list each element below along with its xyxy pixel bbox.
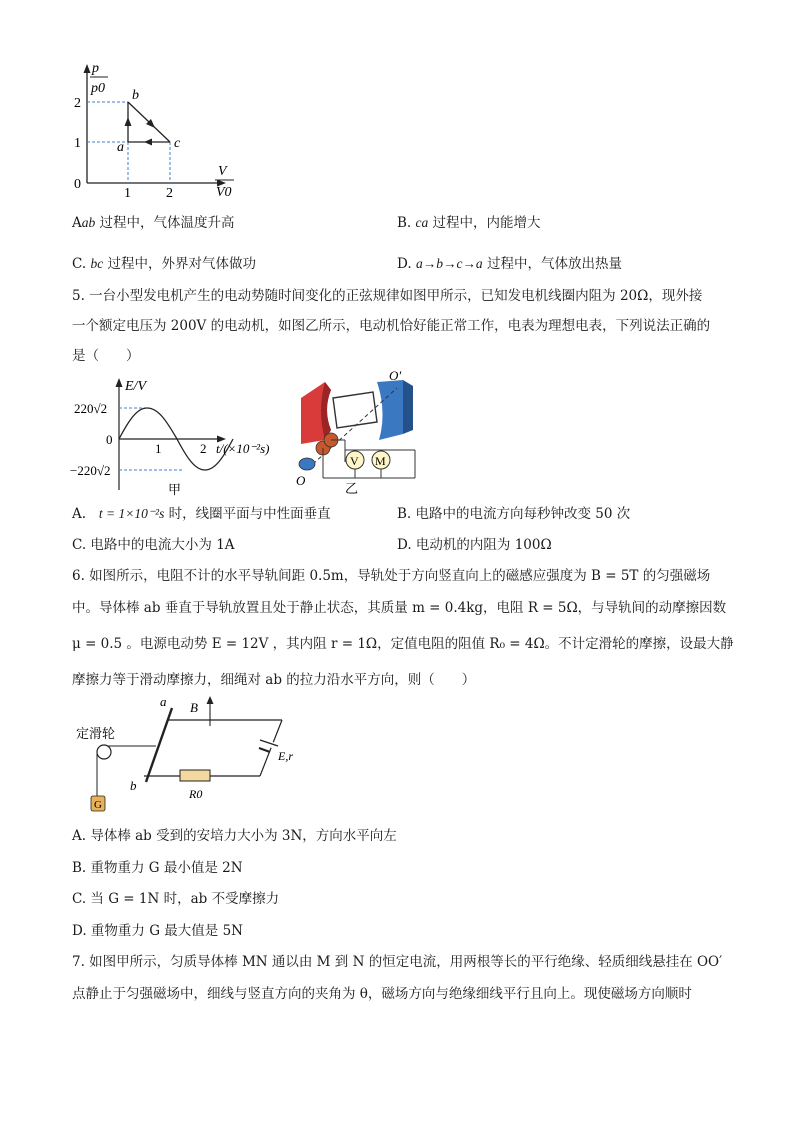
motor-label: M	[375, 454, 386, 468]
magnet-pole-right	[377, 380, 403, 440]
q4-option-d: D. a→b→c→a 过程中，气体放出热量	[397, 256, 622, 272]
weight-label: G	[94, 799, 102, 811]
battery-plate-short	[259, 748, 270, 752]
q6-option-b: B. 重物重力 G 最小值是 2N	[72, 860, 243, 876]
figure-jia-caption: 甲	[168, 482, 182, 497]
y-tick-2: 2	[74, 96, 81, 111]
axis-v0-label: V0	[216, 185, 232, 200]
q5-option-b: B. 电路中的电流方向每秒钟改变 50 次	[397, 506, 631, 522]
x-tick-2: 2	[166, 186, 173, 201]
q7-stem-line2: 点静止于匀强磁场中，细线与竖直方向的夹角为 θ，磁场方向与绝缘细线平行且向上。现使磁场方向顺时	[72, 986, 692, 1002]
q5-option-a: A. t = 1×10⁻²s 时，线圈平面与中性面垂直	[72, 506, 331, 522]
time-tick-2: 2	[200, 441, 207, 456]
q6-option-a: A. 导体棒 ab 受到的安培力大小为 3N，方向水平向左	[72, 828, 397, 844]
q6-rail-circuit	[72, 696, 302, 818]
resistor-label: R0	[189, 787, 203, 801]
conductor-rod-ab	[146, 708, 172, 782]
battery-label: E,r	[278, 749, 293, 763]
q6-option-d: D. 重物重力 G 最大值是 5N	[72, 923, 243, 939]
q6-stem-line4: 摩擦力等于滑动摩擦力，细绳对 ab 的拉力沿水平方向，则（ ）	[72, 672, 476, 688]
y-tick-1: 1	[74, 136, 81, 151]
point-a: a	[117, 140, 124, 155]
resistor-r0	[180, 770, 210, 781]
pulley-label: 定滑轮	[76, 726, 116, 741]
q5-emf-graph	[70, 372, 285, 500]
pulley	[97, 745, 111, 759]
rod-end-b: b	[130, 778, 137, 793]
q5-stem-line1: 5. 一台小型发电机产生的电动势随时间变化的正弦规律如图甲所示，已知发电机线圈内阻为 20Ω，现外接	[72, 288, 703, 304]
q4-option-c: C. bc 过程中，外界对气体做功	[72, 256, 256, 272]
q5-generator-figure	[293, 368, 423, 503]
x-tick-1: 1	[124, 186, 131, 201]
rod-end-a: a	[160, 696, 167, 709]
axis-p-label: p	[92, 61, 99, 76]
time-axis-label: t/(×10⁻²s)	[216, 441, 270, 456]
point-b: b	[132, 88, 139, 103]
emf-zero-tick: 0	[106, 432, 113, 447]
field-b-label: B	[190, 700, 198, 715]
q5-option-d: D. 电动机的内阻为 100Ω	[397, 537, 552, 553]
axis-o: O	[296, 473, 306, 488]
emf-min-tick: −220√2	[70, 463, 111, 478]
time-tick-1: 1	[155, 441, 162, 456]
axis-p0-label: p0	[91, 81, 105, 96]
figure-yi-caption: 乙	[345, 481, 359, 496]
q4-option-a: Aab 过程中，气体温度升高	[72, 215, 235, 231]
q6-stem-line3: μ = 0.5 。电源电动势 E = 12V ，其内阻 r = 1Ω，定值电阻的阻值 R₀ = 4Ω。不计定滑轮的摩擦，设最大静	[72, 636, 734, 652]
q5-option-c: C. 电路中的电流大小为 1A	[72, 537, 235, 553]
voltmeter-label: V	[350, 454, 359, 468]
q6-option-c: C. 当 G = 1N 时，ab 不受摩擦力	[72, 891, 280, 907]
q7-stem-line1: 7. 如图甲所示，匀质导体棒 MN 通以由 M 到 N 的恒定电流，用两根等长的平行绝缘、轻质细线悬挂在 OO′	[72, 954, 723, 970]
coil	[333, 392, 377, 428]
pv-graph	[60, 58, 250, 208]
axis-o-prime: O′	[389, 368, 402, 383]
point-c: c	[174, 136, 181, 151]
q4-option-b: B. ca 过程中，内能增大	[397, 215, 541, 231]
axis-v-label: V	[218, 164, 227, 179]
emf-axis-label: E/V	[125, 379, 146, 394]
q5-stem-line2: 一个额定电压为 200V 的电动机，如图乙所示，电动机恰好能正常工作，电表为理想电表，下列说法正确的	[72, 318, 711, 334]
q6-stem-line2: 中。导体棒 ab 垂直于导轨放置且处于静止状态，其质量 m = 0.4kg，电阻 R = 5Ω，与导轨间的动摩擦因数	[72, 600, 727, 616]
y-tick-0: 0	[74, 177, 81, 192]
q5-stem-line3: 是（ ）	[72, 348, 140, 364]
emf-max-tick: 220√2	[74, 401, 108, 416]
q6-stem-line1: 6. 如图所示，电阻不计的水平导轨间距 0.5m，导轨处于方向竖直向上的磁感应强度为 B = 5T 的匀强磁场	[72, 568, 711, 584]
